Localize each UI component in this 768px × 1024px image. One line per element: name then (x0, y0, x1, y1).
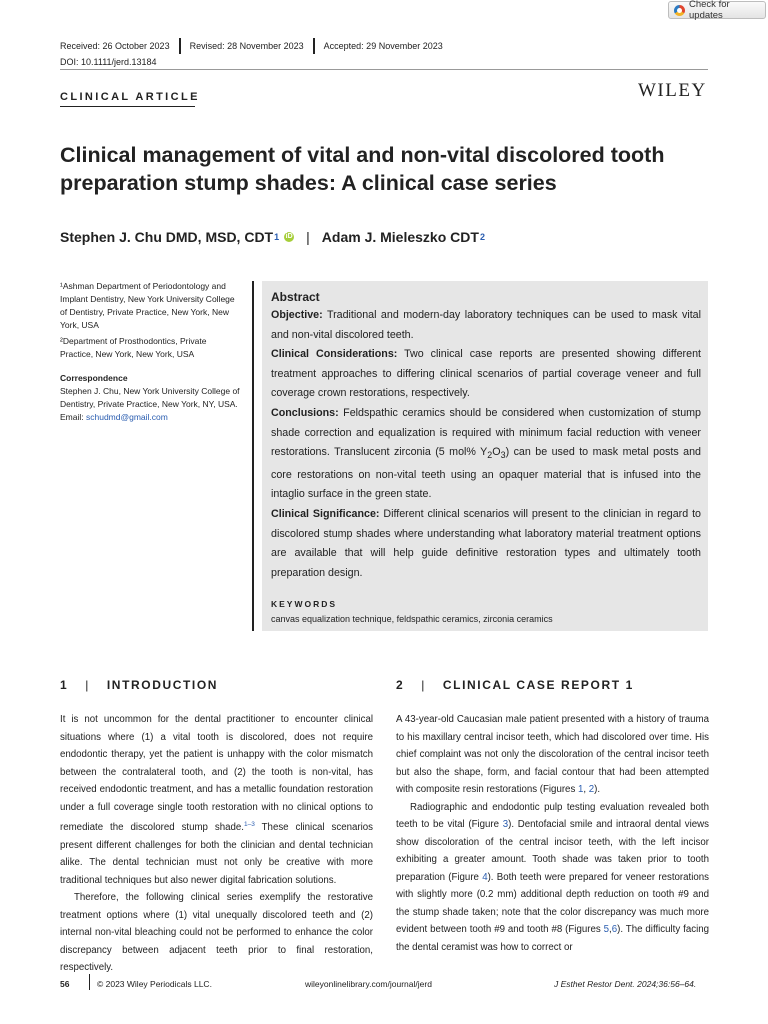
orcid-icon[interactable]: iD (285, 233, 293, 240)
affiliation-ref[interactable]: 2 (479, 232, 485, 242)
figure-link[interactable]: 4 (482, 871, 488, 883)
author-list (60, 229, 485, 245)
revised-date: Revised: 28 November 2023 (189, 41, 304, 51)
paragraph-text: ). The difficulty facing the dental ceramist was how to correct or (396, 924, 709, 953)
conclusions-text: ) can be used to mask metal posts and core restorations on non-vital teeth using an opaquer material that is infused into the intaglio surface in the green state. (271, 446, 701, 501)
article-dates (60, 38, 443, 54)
section-title: CLINICAL CASE REPORT 1 (442, 678, 634, 692)
paragraph (60, 711, 373, 889)
accepted-date: Accepted: 29 November 2023 (323, 41, 443, 51)
clinical-label: Clinical Considerations: (271, 348, 398, 361)
section-number: 2 (396, 678, 405, 692)
abstract-objective (271, 306, 701, 345)
significance-label: Clinical Significance: (271, 508, 380, 521)
email-label: Email: (60, 412, 86, 422)
section-separator: | (421, 678, 426, 692)
article-type-underline (60, 106, 195, 107)
publisher-logo: WILEY (638, 80, 707, 101)
correspondence-text: Stephen J. Chu, New York University College of Dentistry, Private Practice, New York, NY, USA. (60, 386, 240, 409)
abstract-heading: Abstract (271, 290, 320, 304)
section-title: INTRODUCTION (106, 678, 219, 692)
paragraph-text: , (609, 924, 612, 935)
doi[interactable]: DOI: 10.1111/jerd.13184 (60, 57, 157, 67)
affiliation-2: ²Department of Prosthodontics, Private Practice, New York, New York, USA (60, 336, 207, 359)
significance-text: Different clinical scenarios will present to the clinician in regard to discolored stump shades where understanding what laboratory material treatment options are available that will help guide definitive restoration types and ultimately tooth preparation design. (271, 508, 701, 579)
conclusions-label: Conclusions: (271, 406, 339, 419)
author-name[interactable]: Adam J. Mieleszko CDT (321, 229, 479, 245)
paragraph-text: A 43-year-old Caucasian male patient presented with a history of trauma to his maxillary central incisor teeth, which had discolored over time. His chief complaint was not only the discoloration of the central incisor teeth but also the shape, form, and facial contour that had been attempted with composite resin restorations (Figures (396, 714, 709, 795)
paragraph-text: It is not uncommon for the dental practitioner to encounter clinical situations where (1) a vital tooth is discolored, does not require endodontic therapy, yet the patient is unhappy with the color mismatch between the contralateral tooth, and (2) the tooth is non-vital, has received endodontic treatment, and has a metallic foundation restoration under a full coverage single tooth restoration with no clinical options to remediate the discolored stump shade. (60, 714, 373, 834)
section-number: 1 (60, 678, 69, 692)
section-heading-introduction (60, 678, 218, 692)
objective-label: Objective: (271, 309, 323, 321)
abstract-body (271, 306, 701, 583)
footer-divider (89, 974, 90, 990)
figure-link[interactable]: 3 (502, 819, 509, 830)
page-number: 56 (60, 979, 70, 989)
conclusions-text: O (492, 446, 501, 459)
citation-ref[interactable]: 1–3 (244, 821, 255, 828)
journal-url-link[interactable]: wileyonlinelibrary.com/journal/jerd (305, 979, 432, 989)
affiliation-ref[interactable]: 1 (274, 232, 280, 242)
figure-link[interactable]: 1 (577, 784, 584, 795)
journal-citation: J Esthet Restor Dent. 2024;36:56–64. (554, 979, 697, 989)
figure-link[interactable]: 2 (588, 784, 595, 795)
received-date: Received: 26 October 2023 (60, 41, 170, 51)
figure-link[interactable]: 5 (603, 924, 610, 935)
email-link[interactable]: schudmd@gmail.com (85, 412, 168, 422)
paragraph-text: ). (594, 784, 601, 795)
abstract-significance (271, 505, 701, 583)
affiliations (60, 280, 240, 424)
article-title: Clinical management of vital and non-vital discolored tooth preparation stump shades: A clinical case series (60, 143, 665, 195)
article-type: CLINICAL ARTICLE (60, 91, 200, 103)
paragraph-text: ). Both teeth were prepared for veneer restorations with slightly more (0.2 mm) additional depth reduction on tooth #9 and the stump shade taken; note that the color discrepancy was much more evident between tooth #9 and tooth #8 (Figures (396, 871, 709, 935)
paragraph-text: These clinical scenarios present different challenges for both the clinician and dental technician alike. The dental technician must not only be creative with more traditional techniques but also newer digital fabrication solutions. (60, 822, 374, 886)
author-separator: | (306, 229, 310, 245)
figure-link[interactable]: 6 (611, 924, 618, 935)
subscript: 2 (487, 450, 493, 461)
paragraph (396, 799, 709, 957)
email-line (60, 411, 240, 424)
section-separator: | (85, 678, 90, 692)
paragraph: Therefore, the following clinical series exemplify the restorative treatment options where (1) vital unequally discolored teeth and (2) internal non-vital bleaching could not be performed to enhance the color discrepancy between adjacent teeth prior to final restoration, respectively. (60, 892, 373, 974)
affiliation-1: ¹Ashman Department of Periodontology and Implant Dentistry, New York University College of Dentistry, Private Practice, New York, New York, USA (60, 281, 235, 330)
date-divider (179, 38, 181, 54)
abstract-conclusions (271, 404, 701, 505)
author-name[interactable]: Stephen J. Chu DMD, MSD, CDT (60, 229, 274, 245)
paragraph-text: ). Dentofacial smile and intraoral dental views show discoloration of the central incisor teeth, with the left incisor exhibiting a greater amount. Tooth shade was taken prior to tooth preparation (Figure (396, 819, 709, 883)
conclusions-text: Feldspathic ceramics should be considered when customization of stump shade correction and equalization is required with minimum facial reduction with veneer restorations. Translucent zirconia (5 mol% Y (271, 406, 701, 459)
paragraph (396, 711, 709, 799)
check-for-updates-button[interactable] (668, 1, 766, 19)
case-report-column (396, 711, 709, 956)
date-divider (313, 38, 315, 54)
correspondence-heading: Correspondence (60, 373, 128, 383)
copyright: © 2023 Wiley Periodicals LLC. (97, 979, 212, 989)
section-heading-case-report-1 (396, 678, 634, 692)
keywords-heading: KEYWORDS (271, 599, 338, 609)
keywords-list: canvas equalization technique, feldspathic ceramics, zirconia ceramics (271, 614, 553, 624)
crossmark-icon (674, 5, 685, 16)
objective-text: Traditional and modern-day laboratory techniques can be used to mask vital and non-vital discolored teeth. (271, 309, 701, 341)
check-for-updates-label: Check for updates (689, 0, 730, 21)
introduction-column (60, 711, 373, 977)
header-divider (60, 69, 708, 70)
paragraph-text: Radiographic and endodontic pulp testing evaluation revealed both teeth to be vital (Figure (396, 801, 709, 830)
subscript: 3 (500, 450, 506, 461)
abstract-side-rule (252, 281, 254, 631)
abstract-clinical-considerations (271, 345, 701, 404)
paragraph-text: , (583, 784, 589, 795)
clinical-text: Two clinical case reports are presented showing different treatment approaches to differing clinical scenarios of partial coverage veneer and full coverage crown restorations, respectively. (271, 348, 701, 400)
